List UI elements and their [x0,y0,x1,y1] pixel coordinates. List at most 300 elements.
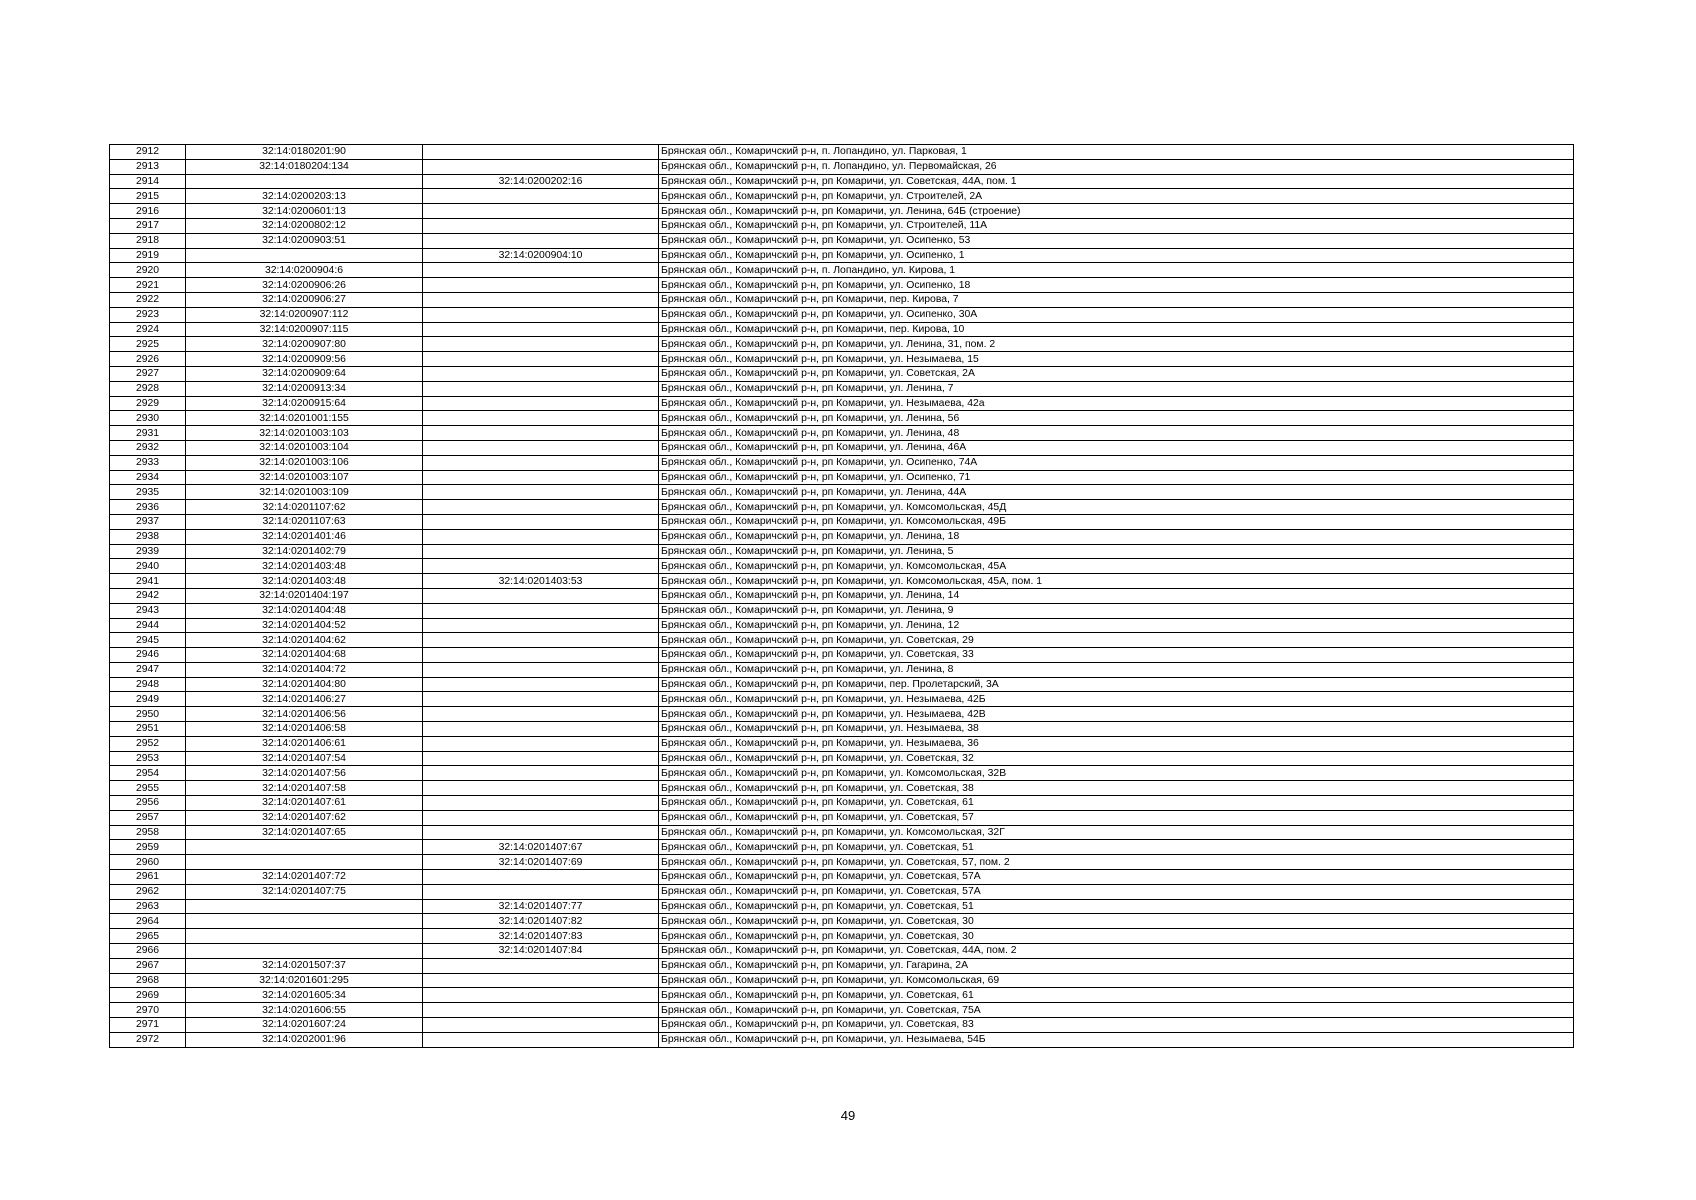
premises-cadastral-number-cell [423,218,659,233]
premises-cadastral-number-cell [423,337,659,352]
row-number-cell: 2927 [110,366,186,381]
table-row [110,603,1574,618]
cadastral-number-cell: 32:14:0201407:65 [186,825,423,840]
address-cell: Брянская обл., Комаричский р-н, рп Комаричи, пер. Кирова, 10 [659,322,1574,337]
cadastral-number-cell: 32:14:0201605:34 [186,988,423,1003]
table-row [110,337,1574,352]
address-cell: Брянская обл., Комаричский р-н, рп Комаричи, пер. Пролетарский, 3А [659,677,1574,692]
table-row [110,988,1574,1003]
premises-cadastral-number-cell [423,603,659,618]
premises-cadastral-number-cell [423,352,659,367]
premises-cadastral-number-cell [423,707,659,722]
table-row [110,514,1574,529]
premises-cadastral-number-cell [423,440,659,455]
premises-cadastral-number-cell [423,233,659,248]
table-row [110,189,1574,204]
table-row [110,944,1574,959]
cadastral-number-cell: 32:14:0201407:62 [186,810,423,825]
premises-cadastral-number-cell [423,722,659,737]
row-number-cell: 2968 [110,973,186,988]
cadastral-number-cell: 32:14:0201407:61 [186,796,423,811]
cadastral-number-cell: 32:14:0180201:90 [186,145,423,160]
address-cell: Брянская обл., Комаричский р-н, рп Комаричи, ул. Осипенко, 71 [659,470,1574,485]
table-row [110,322,1574,337]
premises-cadastral-number-cell [423,514,659,529]
row-number-cell: 2967 [110,958,186,973]
premises-cadastral-number-cell: 32:14:0200202:16 [423,174,659,189]
premises-cadastral-number-cell [423,958,659,973]
table-row [110,278,1574,293]
row-number-cell: 2914 [110,174,186,189]
table-row [110,396,1574,411]
row-number-cell: 2924 [110,322,186,337]
row-number-cell: 2922 [110,292,186,307]
table-row [110,1018,1574,1033]
cadastral-number-cell: 32:14:0200907:80 [186,337,423,352]
table-row [110,1032,1574,1047]
address-cell: Брянская обл., Комаричский р-н, рп Комаричи, ул. Советская, 57А [659,884,1574,899]
premises-cadastral-number-cell [423,1018,659,1033]
premises-cadastral-number-cell [423,633,659,648]
cadastral-number-cell: 32:14:0201406:58 [186,722,423,737]
address-cell: Брянская обл., Комаричский р-н, рп Комаричи, ул. Комсомольская, 32Г [659,825,1574,840]
row-number-cell: 2957 [110,810,186,825]
table-row [110,366,1574,381]
premises-cadastral-number-cell [423,366,659,381]
table-row [110,559,1574,574]
table-row [110,618,1574,633]
cadastral-number-cell: 32:14:0201404:68 [186,648,423,663]
premises-cadastral-number-cell: 32:14:0201407:69 [423,855,659,870]
row-number-cell: 2938 [110,529,186,544]
table-row [110,677,1574,692]
premises-cadastral-number-cell [423,988,659,1003]
address-cell: Брянская обл., Комаричский р-н, рп Комаричи, ул. Советская, 61 [659,796,1574,811]
row-number-cell: 2919 [110,248,186,263]
table-row [110,766,1574,781]
premises-cadastral-number-cell [423,692,659,707]
premises-cadastral-number-cell [423,810,659,825]
address-cell: Брянская обл., Комаричский р-н, рп Комаричи, ул. Ленина, 64Б (строение) [659,204,1574,219]
premises-cadastral-number-cell [423,1032,659,1047]
address-cell: Брянская обл., Комаричский р-н, п. Лопандино, ул. Первомайская, 26 [659,159,1574,174]
row-number-cell: 2940 [110,559,186,574]
table-row [110,455,1574,470]
address-cell: Брянская обл., Комаричский р-н, рп Комаричи, ул. Советская, 51 [659,899,1574,914]
cadastral-number-cell: 32:14:0201404:52 [186,618,423,633]
address-cell: Брянская обл., Комаричский р-н, рп Комаричи, ул. Незымаева, 36 [659,736,1574,751]
premises-cadastral-number-cell [423,500,659,515]
address-cell: Брянская обл., Комаричский р-н, рп Комаричи, ул. Строителей, 2А [659,189,1574,204]
premises-cadastral-number-cell [423,529,659,544]
address-cell: Брянская обл., Комаричский р-н, рп Комаричи, ул. Комсомольская, 45А [659,559,1574,574]
table-row [110,884,1574,899]
cadastral-number-cell: 32:14:0201003:104 [186,440,423,455]
address-cell: Брянская обл., Комаричский р-н, рп Комаричи, ул. Комсомольская, 32В [659,766,1574,781]
table-row [110,411,1574,426]
premises-cadastral-number-cell [423,648,659,663]
table-row [110,263,1574,278]
premises-cadastral-number-cell: 32:14:0201407:82 [423,914,659,929]
premises-cadastral-number-cell [423,677,659,692]
address-cell: Брянская обл., Комаричский р-н, рп Комаричи, ул. Осипенко, 74А [659,455,1574,470]
cadastral-number-cell: 32:14:0201607:24 [186,1018,423,1033]
address-cell: Брянская обл., Комаричский р-н, рп Комаричи, ул. Ленина, 12 [659,618,1574,633]
cadastral-number-cell: 32:14:0201003:106 [186,455,423,470]
premises-cadastral-number-cell [423,159,659,174]
row-number-cell: 2946 [110,648,186,663]
row-number-cell: 2934 [110,470,186,485]
address-cell: Брянская обл., Комаричский р-н, рп Комаричи, ул. Советская, 38 [659,781,1574,796]
cadastral-number-cell: 32:14:0200909:64 [186,366,423,381]
premises-cadastral-number-cell: 32:14:0201407:67 [423,840,659,855]
cadastral-number-cell: 32:14:0200907:112 [186,307,423,322]
premises-cadastral-number-cell [423,204,659,219]
address-cell: Брянская обл., Комаричский р-н, рп Комаричи, ул. Незымаева, 15 [659,352,1574,367]
address-cell: Брянская обл., Комаричский р-н, рп Комаричи, ул. Ленина, 48 [659,426,1574,441]
cadastral-number-cell: 32:14:0201601:295 [186,973,423,988]
table-row [110,307,1574,322]
address-cell: Брянская обл., Комаричский р-н, рп Комаричи, ул. Советская, 2А [659,366,1574,381]
address-cell: Брянская обл., Комаричский р-н, рп Комаричи, ул. Советская, 30 [659,914,1574,929]
table-row [110,810,1574,825]
table-row [110,929,1574,944]
table-row [110,796,1574,811]
row-number-cell: 2942 [110,588,186,603]
table-row [110,159,1574,174]
cadastral-number-cell [186,899,423,914]
premises-cadastral-number-cell [423,145,659,160]
row-number-cell: 2941 [110,574,186,589]
row-number-cell: 2925 [110,337,186,352]
cadastral-number-cell: 32:14:0200903:51 [186,233,423,248]
row-number-cell: 2939 [110,544,186,559]
cadastral-number-cell: 32:14:0201003:107 [186,470,423,485]
premises-cadastral-number-cell [423,485,659,500]
row-number-cell: 2933 [110,455,186,470]
table-row [110,470,1574,485]
cadastral-number-cell: 32:14:0200802:12 [186,218,423,233]
table-row [110,722,1574,737]
cadastral-number-cell: 32:14:0201402:79 [186,544,423,559]
row-number-cell: 2962 [110,884,186,899]
address-cell: Брянская обл., Комаричский р-н, рп Комаричи, ул. Советская, 30 [659,929,1574,944]
address-cell: Брянская обл., Комаричский р-н, рп Комаричи, ул. Незымаева, 42В [659,707,1574,722]
table-row [110,544,1574,559]
row-number-cell: 2963 [110,899,186,914]
row-number-cell: 2955 [110,781,186,796]
row-number-cell: 2952 [110,736,186,751]
row-number-cell: 2945 [110,633,186,648]
row-number-cell: 2918 [110,233,186,248]
row-number-cell: 2949 [110,692,186,707]
cadastral-number-cell: 32:14:0200906:26 [186,278,423,293]
premises-cadastral-number-cell [423,263,659,278]
premises-cadastral-number-cell [423,588,659,603]
table-row [110,1003,1574,1018]
table-row [110,204,1574,219]
row-number-cell: 2917 [110,218,186,233]
row-number-cell: 2944 [110,618,186,633]
address-cell: Брянская обл., Комаричский р-н, рп Комаричи, ул. Ленина, 44А [659,485,1574,500]
premises-cadastral-number-cell [423,796,659,811]
cadastral-number-cell: 32:14:0201107:63 [186,514,423,529]
row-number-cell: 2931 [110,426,186,441]
address-cell: Брянская обл., Комаричский р-н, рп Комаричи, ул. Комсомольская, 69 [659,973,1574,988]
premises-cadastral-number-cell [423,411,659,426]
cadastral-number-cell: 32:14:0201404:80 [186,677,423,692]
cadastral-number-cell: 32:14:0201001:155 [186,411,423,426]
address-cell: Брянская обл., Комаричский р-н, рп Комаричи, ул. Ленина, 8 [659,662,1574,677]
row-number-cell: 2929 [110,396,186,411]
cadastral-number-cell: 32:14:0201406:56 [186,707,423,722]
premises-cadastral-number-cell: 32:14:0201403:53 [423,574,659,589]
cadastral-number-cell: 32:14:0200909:56 [186,352,423,367]
premises-cadastral-number-cell: 32:14:0201407:83 [423,929,659,944]
cadastral-number-cell: 32:14:0201507:37 [186,958,423,973]
table-row [110,692,1574,707]
cadastral-number-cell: 32:14:0200907:115 [186,322,423,337]
address-cell: Брянская обл., Комаричский р-н, рп Комаричи, ул. Ленина, 9 [659,603,1574,618]
table-row [110,855,1574,870]
address-cell: Брянская обл., Комаричский р-н, рп Комаричи, ул. Строителей, 11А [659,218,1574,233]
row-number-cell: 2948 [110,677,186,692]
premises-cadastral-number-cell [423,825,659,840]
address-cell: Брянская обл., Комаричский р-н, рп Комаричи, ул. Осипенко, 18 [659,278,1574,293]
premises-cadastral-number-cell [423,1003,659,1018]
table-row [110,248,1574,263]
table-row [110,781,1574,796]
cadastral-number-cell: 32:14:0201404:62 [186,633,423,648]
row-number-cell: 2961 [110,870,186,885]
table-row [110,574,1574,589]
address-cell: Брянская обл., Комаричский р-н, рп Комаричи, ул. Советская, 83 [659,1018,1574,1033]
cadastral-number-cell: 32:14:0201407:75 [186,884,423,899]
cadastral-number-cell: 32:14:0201107:62 [186,500,423,515]
address-cell: Брянская обл., Комаричский р-н, рп Комаричи, ул. Советская, 29 [659,633,1574,648]
address-cell: Брянская обл., Комаричский р-н, рп Комаричи, ул. Незымаева, 54Б [659,1032,1574,1047]
table-row [110,633,1574,648]
premises-cadastral-number-cell [423,870,659,885]
address-cell: Брянская обл., Комаричский р-н, рп Комаричи, ул. Советская, 51 [659,840,1574,855]
cadastral-number-cell: 32:14:0201606:55 [186,1003,423,1018]
premises-cadastral-number-cell: 32:14:0201407:77 [423,899,659,914]
cadastral-number-cell: 32:14:0201404:197 [186,588,423,603]
row-number-cell: 2972 [110,1032,186,1047]
table-row [110,485,1574,500]
premises-cadastral-number-cell [423,278,659,293]
row-number-cell: 2916 [110,204,186,219]
row-number-cell: 2920 [110,263,186,278]
premises-cadastral-number-cell [423,381,659,396]
address-cell: Брянская обл., Комаричский р-н, рп Комаричи, ул. Ленина, 5 [659,544,1574,559]
table-row [110,707,1574,722]
address-cell: Брянская обл., Комаричский р-н, рп Комаричи, ул. Ленина, 14 [659,588,1574,603]
premises-cadastral-number-cell [423,884,659,899]
address-cell: Брянская обл., Комаричский р-н, рп Комаричи, ул. Советская, 33 [659,648,1574,663]
cadastral-number-cell [186,248,423,263]
table-row [110,588,1574,603]
address-cell: Брянская обл., Комаричский р-н, рп Комаричи, ул. Осипенко, 30А [659,307,1574,322]
row-number-cell: 2950 [110,707,186,722]
premises-cadastral-number-cell [423,973,659,988]
cadastral-number-cell [186,914,423,929]
row-number-cell: 2970 [110,1003,186,1018]
row-number-cell: 2971 [110,1018,186,1033]
address-cell: Брянская обл., Комаричский р-н, рп Комаричи, ул. Советская, 61 [659,988,1574,1003]
row-number-cell: 2965 [110,929,186,944]
address-cell: Брянская обл., Комаричский р-н, п. Лопандино, ул. Парковая, 1 [659,145,1574,160]
cadastral-number-cell [186,929,423,944]
table-row [110,648,1574,663]
address-cell: Брянская обл., Комаричский р-н, рп Комаричи, ул. Незымаева, 42Б [659,692,1574,707]
premises-cadastral-number-cell [423,470,659,485]
table-row [110,736,1574,751]
row-number-cell: 2921 [110,278,186,293]
table-row [110,529,1574,544]
row-number-cell: 2936 [110,500,186,515]
address-cell: Брянская обл., Комаричский р-н, рп Комаричи, ул. Советская, 57, пом. 2 [659,855,1574,870]
row-number-cell: 2943 [110,603,186,618]
address-cell: Брянская обл., Комаричский р-н, рп Комаричи, ул. Гагарина, 2А [659,958,1574,973]
cadastral-number-cell [186,855,423,870]
cadastral-number-cell [186,174,423,189]
premises-cadastral-number-cell [423,322,659,337]
address-cell: Брянская обл., Комаричский р-н, рп Комаричи, ул. Комсомольская, 45А, пом. 1 [659,574,1574,589]
premises-cadastral-number-cell [423,736,659,751]
address-cell: Брянская обл., Комаричский р-н, рп Комаричи, ул. Советская, 57А [659,870,1574,885]
cadastral-number-cell: 32:14:0201403:48 [186,574,423,589]
premises-cadastral-number-cell: 32:14:0200904:10 [423,248,659,263]
table-row [110,914,1574,929]
cadastral-number-cell: 32:14:0201403:48 [186,559,423,574]
address-cell: Брянская обл., Комаричский р-н, рп Комаричи, ул. Ленина, 18 [659,529,1574,544]
cadastral-number-cell: 32:14:0201003:109 [186,485,423,500]
cadastral-number-cell: 32:14:0201003:103 [186,426,423,441]
cadastral-number-cell: 32:14:0201407:56 [186,766,423,781]
address-cell: Брянская обл., Комаричский р-н, рп Комаричи, ул. Ленина, 56 [659,411,1574,426]
row-number-cell: 2923 [110,307,186,322]
cadastral-number-cell: 32:14:0201401:46 [186,529,423,544]
table-row [110,500,1574,515]
property-table-body [110,145,1574,1048]
table-row [110,292,1574,307]
address-cell: Брянская обл., Комаричский р-н, рп Комаричи, ул. Советская, 32 [659,751,1574,766]
premises-cadastral-number-cell [423,618,659,633]
table-row [110,958,1574,973]
table-row [110,381,1574,396]
address-cell: Брянская обл., Комаричский р-н, рп Комаричи, ул. Ленина, 7 [659,381,1574,396]
property-table [109,144,1574,1048]
cadastral-number-cell: 32:14:0201407:72 [186,870,423,885]
address-cell: Брянская обл., Комаричский р-н, рп Комаричи, ул. Советская, 75А [659,1003,1574,1018]
address-cell: Брянская обл., Комаричский р-н, рп Комаричи, ул. Осипенко, 1 [659,248,1574,263]
table-row [110,973,1574,988]
row-number-cell: 2935 [110,485,186,500]
premises-cadastral-number-cell [423,455,659,470]
premises-cadastral-number-cell [423,396,659,411]
premises-cadastral-number-cell [423,544,659,559]
row-number-cell: 2932 [110,440,186,455]
page-number: 49 [840,1108,856,1123]
address-cell: Брянская обл., Комаричский р-н, рп Комаричи, ул. Советская, 44А, пом. 1 [659,174,1574,189]
table-row [110,174,1574,189]
cadastral-number-cell: 32:14:0201407:58 [186,781,423,796]
premises-cadastral-number-cell [423,292,659,307]
row-number-cell: 2953 [110,751,186,766]
table-row [110,840,1574,855]
address-cell: Брянская обл., Комаричский р-н, рп Комаричи, ул. Незымаева, 42а [659,396,1574,411]
premises-cadastral-number-cell [423,751,659,766]
premises-cadastral-number-cell: 32:14:0201407:84 [423,944,659,959]
address-cell: Брянская обл., Комаричский р-н, рп Комаричи, ул. Советская, 57 [659,810,1574,825]
address-cell: Брянская обл., Комаричский р-н, рп Комаричи, ул. Осипенко, 53 [659,233,1574,248]
row-number-cell: 2956 [110,796,186,811]
address-cell: Брянская обл., Комаричский р-н, рп Комаричи, ул. Комсомольская, 49Б [659,514,1574,529]
premises-cadastral-number-cell [423,662,659,677]
premises-cadastral-number-cell [423,426,659,441]
table-row [110,870,1574,885]
row-number-cell: 2951 [110,722,186,737]
table-row [110,233,1574,248]
row-number-cell: 2959 [110,840,186,855]
row-number-cell: 2958 [110,825,186,840]
premises-cadastral-number-cell [423,307,659,322]
table-row [110,426,1574,441]
address-cell: Брянская обл., Комаричский р-н, рп Комаричи, ул. Ленина, 46А [659,440,1574,455]
cadastral-number-cell: 32:14:0201404:72 [186,662,423,677]
table-row [110,662,1574,677]
table-row [110,352,1574,367]
table-row [110,145,1574,160]
premises-cadastral-number-cell [423,766,659,781]
address-cell: Брянская обл., Комаричский р-н, п. Лопандино, ул. Кирова, 1 [659,263,1574,278]
table-row [110,899,1574,914]
cadastral-number-cell: 32:14:0201406:27 [186,692,423,707]
cadastral-number-cell: 32:14:0200601:13 [186,204,423,219]
table-row [110,825,1574,840]
premises-cadastral-number-cell [423,189,659,204]
address-cell: Брянская обл., Комаричский р-н, рп Комаричи, ул. Советская, 44А, пом. 2 [659,944,1574,959]
cadastral-number-cell: 32:14:0201407:54 [186,751,423,766]
cadastral-number-cell: 32:14:0202001:96 [186,1032,423,1047]
cadastral-number-cell [186,944,423,959]
table-row [110,440,1574,455]
cadastral-number-cell: 32:14:0200203:13 [186,189,423,204]
cadastral-number-cell: 32:14:0201404:48 [186,603,423,618]
row-number-cell: 2969 [110,988,186,1003]
row-number-cell: 2926 [110,352,186,367]
address-cell: Брянская обл., Комаричский р-н, рп Комаричи, ул. Комсомольская, 45Д [659,500,1574,515]
row-number-cell: 2960 [110,855,186,870]
table-row [110,751,1574,766]
address-cell: Брянская обл., Комаричский р-н, рп Комаричи, ул. Незымаева, 38 [659,722,1574,737]
address-cell: Брянская обл., Комаричский р-н, рп Комаричи, ул. Ленина, 31, пом. 2 [659,337,1574,352]
cadastral-number-cell: 32:14:0200906:27 [186,292,423,307]
premises-cadastral-number-cell [423,559,659,574]
row-number-cell: 2915 [110,189,186,204]
row-number-cell: 2954 [110,766,186,781]
cadastral-number-cell: 32:14:0180204:134 [186,159,423,174]
row-number-cell: 2964 [110,914,186,929]
table-row [110,218,1574,233]
cadastral-number-cell: 32:14:0200915:64 [186,396,423,411]
cadastral-number-cell [186,840,423,855]
premises-cadastral-number-cell [423,781,659,796]
row-number-cell: 2912 [110,145,186,160]
row-number-cell: 2928 [110,381,186,396]
row-number-cell: 2937 [110,514,186,529]
